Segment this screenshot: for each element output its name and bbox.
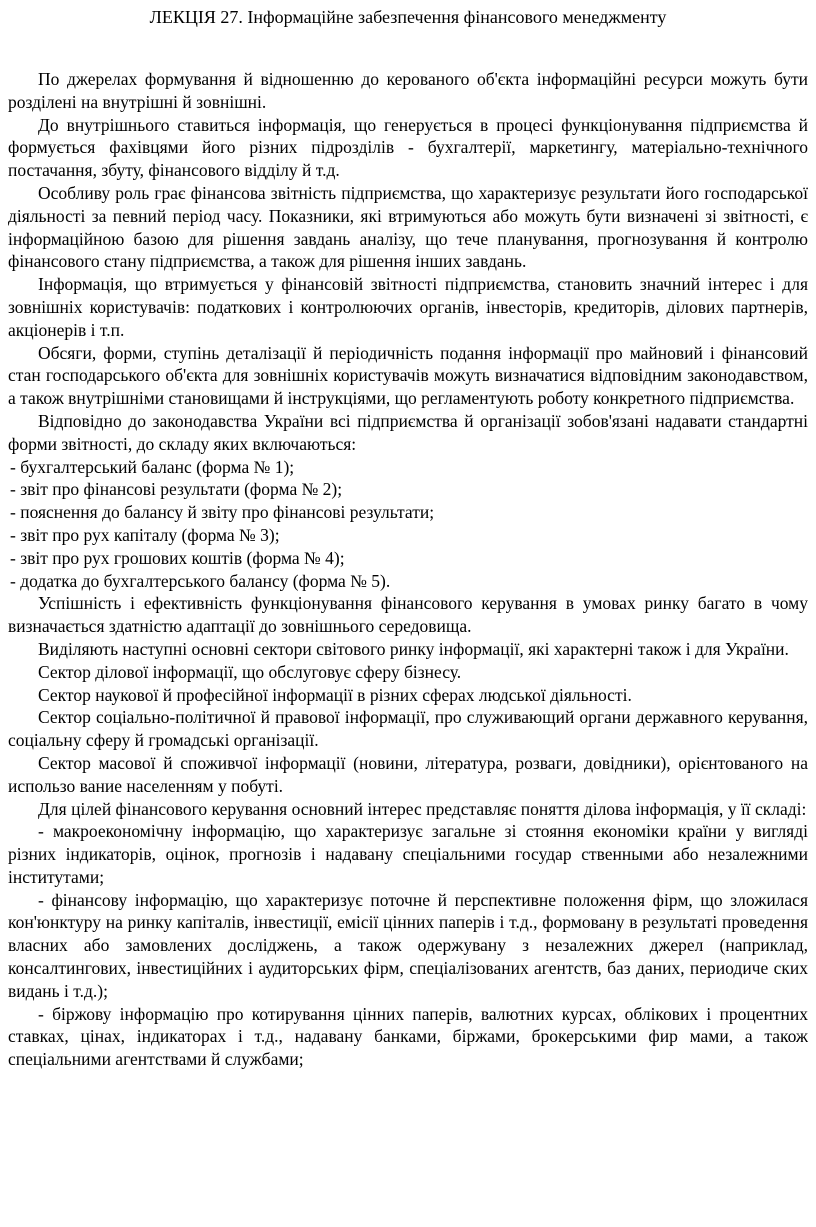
forms-list-item: - звіт про рух грошових коштів (форма № 4); — [10, 547, 345, 568]
paragraph: Відповідно до законодавства України всі підприємства й організації зобов'язані надавати стандартні форми звітності, до складу яких включаються: — [8, 410, 808, 454]
forms-list — [8, 456, 808, 593]
paragraph: Сектор ділової інформації, що обслуговує сферу бізнесу. — [38, 661, 462, 682]
forms-list-item: - звіт про рух капіталу (форма № 3); — [10, 524, 280, 545]
forms-list-item: - додатка до бухгалтерського балансу (форма № 5). — [10, 570, 391, 591]
list-item: - біржову інформацію про котирування цінних паперів, валютних курсах, облікових і процентних ставках, цінах, індикаторах і т.д., надавану банками, біржами, брокерськими фир мами, а також спеціальними агентствами й службами; — [8, 1003, 808, 1070]
information-types-list — [8, 820, 808, 1071]
paragraph: По джерелах формування й відношенню до керованого об'єкта інформаційні ресурси можуть бути розділені на внутрішні й зовнішні. — [8, 69, 808, 112]
list-item: - макроекономічну інформацію, що характеризує загальне зі стояння економіки країни у вигляді різних індикаторів, оцінок, прогнозів і надавану спеціальними государ ственными або незалежними інститутами; — [8, 821, 808, 887]
paragraph: Інформація, що втримується у фінансовій звітності підприємства, становить значний інтерес і для зовнішніх користувачів: податкових і контролюючих органів, інвесторів, кредиторів, ділових партнерів, акціонерів і т.п. — [8, 274, 808, 340]
list-item: - фінансову інформацію, що характеризує поточне й перспективне положення фірм, що зложилася кон'юнктуру на ринку капіталів, інвестиції, емісії цінних паперів і т.д., формовану в результаті проведення власних або замовлених досліджень, а також одержувану з незалежних джерел (наприклад, консалтингових, інвестиційних і аудиторських фірм, спеціалізованих агентств, баз даних, периодиче ских видань і т.д.); — [8, 889, 808, 1001]
paragraph: До внутрішнього ставиться інформація, що генерується в процесі функціонування підприємства й формується фахівцями його різних підрозділів - бухгалтерії, маркетингу, матеріально-технічного постачання, збуту, фінансового відділу й т.д. — [8, 114, 808, 181]
paragraph: Сектор масової й споживчої інформації (новини, література, розваги, довідники), орієнтованого на использо вание населенням у побуті. — [8, 752, 808, 796]
lecture-title: ЛЕКЦІЯ 27. Інформаційне забезпечення фінансового менеджменту — [149, 7, 667, 27]
forms-list-item: - звіт про фінансові результати (форма № 2); — [10, 479, 343, 500]
paragraph: Сектор наукової й професійної інформації в різних сферах людської діяльності. — [38, 684, 632, 705]
paragraph: Особливу роль грає фінансова звітність підприємства, що характеризує результати його господарської діяльності за певний період часу. Показники, які втримуються або можуть бути визначені зі звітності, є інформаційною базою для рішення завдань аналізу, що тече планування, прогнозування й контролю фінансового стану підприємства, а також для рішення інших завдань. — [8, 182, 808, 272]
paragraph: Успішність і ефективність функціонування фінансового керування в умовах ринку багато в чому визначається здатністю адаптації до зовнішнього середовища. — [8, 593, 808, 637]
forms-list-item: - бухгалтерський баланс (форма № 1); — [10, 456, 295, 477]
paragraph: Для цілей фінансового керування основний інтерес представляє поняття ділова інформація, у її складі: — [38, 798, 807, 819]
forms-list-item: - пояснення до балансу й звіту про фінансові результати; — [10, 502, 435, 523]
lecture-body — [8, 68, 808, 1071]
paragraph: Виділяють наступні основні сектори світового ринку інформації, які характерні також і для України. — [38, 638, 789, 659]
paragraph: Сектор соціально-політичної й правової інформації, про служивающий органи державного керування, соціальну сферу й громадські організації. — [8, 707, 808, 751]
paragraph: Обсяги, форми, ступінь деталізації й періодичність подання інформації про майновий і фінансовий стан господарського об'єкта для зовнішніх користувачів можуть визначатися відповідним законодавством, а також внутрішніми становищами й інструкціями, що регламентують роботу конкретного підприємства. — [8, 342, 808, 409]
